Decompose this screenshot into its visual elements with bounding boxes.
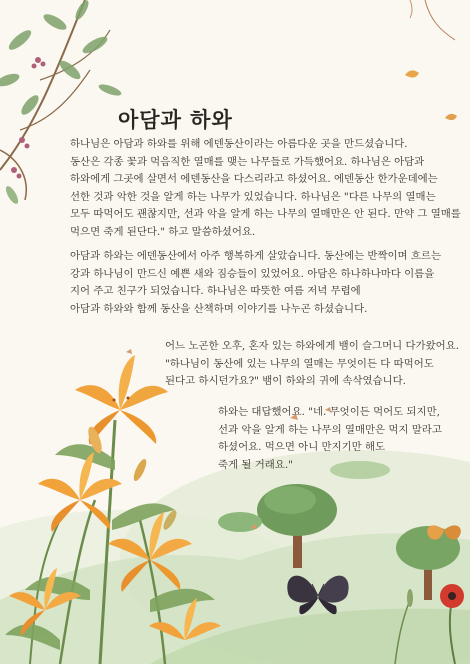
text-line: 선과 악을 알게 하는 나무의 열매만은 먹지 말라고 (218, 423, 442, 436)
text-line: 하와는 대답했어요. "네. 무엇이든 먹어도 되지만, (218, 406, 440, 418)
text-line: 하셨어요. 먹으면 아니 만지기만 해도 (218, 441, 386, 453)
story-paragraph-2 (70, 248, 441, 318)
page-title: 아담과 하와 (118, 107, 233, 133)
top-right-flowers (405, 0, 457, 120)
text-line: 하나님은 아담과 하와를 위해 에덴동산이라는 아름다운 곳을 만드셨습니다. (70, 138, 408, 150)
text-line: 어느 노곤한 오후, 혼자 있는 하와에게 뱀이 슬그머니 다가왔어요. (165, 340, 459, 352)
story-paragraph-4 (218, 404, 442, 474)
story-paragraph-1 (70, 136, 461, 241)
text-line: 아담과 하와는 에덴동산에서 아주 행복하게 살았습니다. 동산에는 반짝이며 흐르는 (70, 250, 441, 262)
text-line: 죽게 될 거래요." (218, 458, 293, 471)
text-line: 모두 따먹어도 괜찮지만, 선과 악을 알게 하는 나무의 열매만은 안 된다. 만약 그 열매를 (70, 208, 461, 220)
text-line: 하와에게 그곳에 살면서 에덴동산을 다스리라고 하셨어요. 에덴동산 한가운데에는 (70, 173, 438, 185)
story-paragraph-3 (165, 338, 459, 391)
text-line: 선한 것과 악한 것을 알게 하는 나무가 있었습니다. 하나님은 "다른 나무의 열매는 (70, 190, 436, 203)
text-line: 동산은 각종 꽃과 먹음직한 열매를 맺는 나무들로 가득했어요. 하나님은 아담과 (70, 155, 425, 168)
text-line: 지어 주고 친구가 되었습니다. 하나님은 따뜻한 여름 저녁 무렵에 (70, 285, 361, 297)
text-line: 먹으면 죽게 된단다." 하고 말씀하셨어요. (70, 225, 256, 238)
text-line: 된다고 하시던가요?" 뱀이 하와의 귀에 속삭였습니다. (165, 375, 406, 387)
text-line: 아담과 하와와 함께 동산을 산책하며 이야기를 나누곤 하셨습니다. (70, 302, 368, 315)
text-line: 강과 하나님이 만드신 예쁜 새와 짐승들이 있었어요. 아담은 하나하나마다 이름을 (70, 267, 435, 280)
text-line: "하나님이 동산에 있는 나무의 열매는 무엇이든 다 따먹어도 (165, 357, 434, 370)
